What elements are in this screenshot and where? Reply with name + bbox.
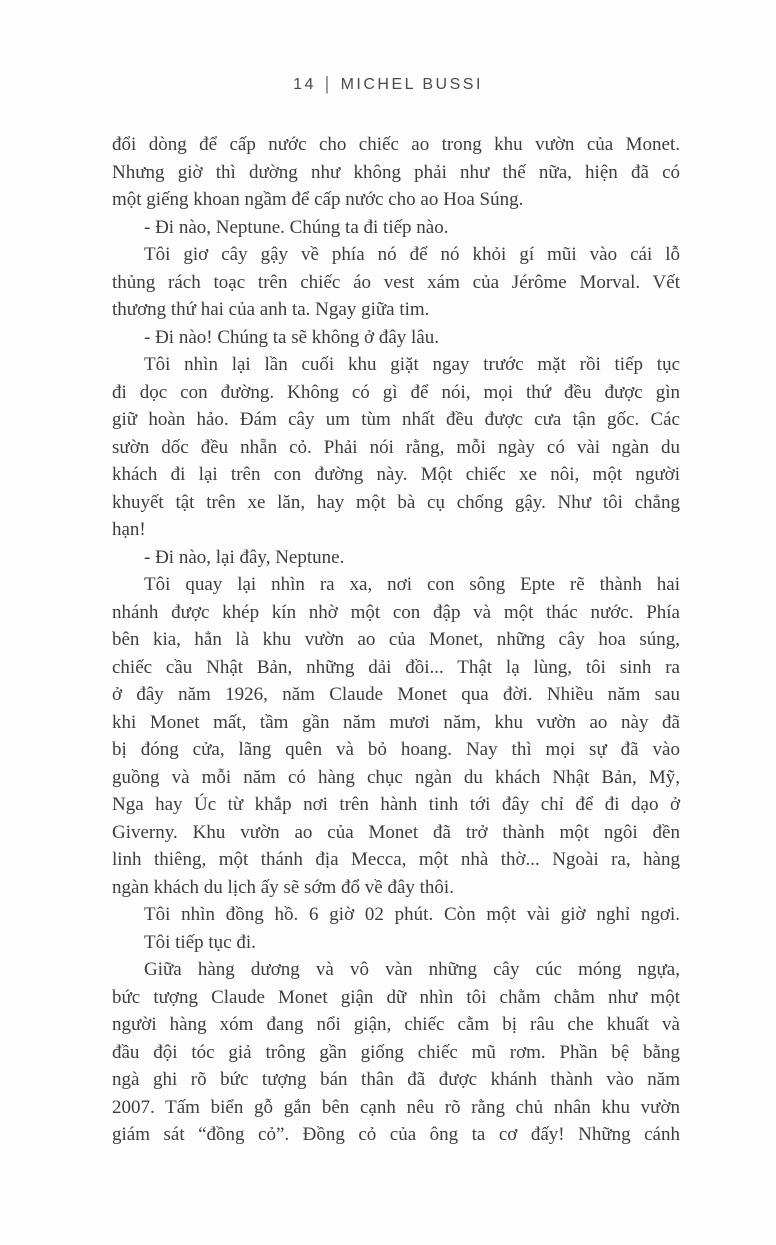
text-line: giữ hoàn hảo. Đám cây um tùm nhất đều được cưa tận gốc. Các (112, 409, 680, 430)
text-line: Nga hay Úc từ khắp nơi trên hành tinh tới đây chỉ để đi dạo ở (112, 794, 680, 815)
text-line: Nhưng giờ thì dường như không phải như thế nữa, hiện đã có (112, 161, 680, 183)
text-line: linh thiêng, một thánh địa Mecca, một nhà thờ... Ngoài ra, hàng (112, 849, 680, 870)
text-line: Tôi quay lại nhìn ra xa, nơi con sông Epte rẽ thành hai (144, 574, 680, 595)
text-line: Giữa hàng dương và vô vàn những cây cúc móng ngựa, (144, 959, 680, 980)
text-line: một giếng khoan ngầm để cấp nước cho ao Hoa Súng. (112, 189, 524, 210)
text-line: giám sát “đồng cỏ”. Đồng cỏ của ông ta cơ đấy! Những cánh (112, 1124, 680, 1145)
page-body (112, 131, 680, 1149)
text-line: bức tượng Claude Monet giận dữ nhìn tôi chằm chằm như một (112, 986, 680, 1008)
page-header (0, 76, 776, 94)
paragraph (112, 241, 680, 324)
running-title: MICHEL BUSSI (340, 76, 483, 93)
text-line: khi Monet mất, tầm gần năm mươi năm, khu vườn ao này đã (112, 711, 680, 733)
paragraph (112, 956, 680, 1149)
paragraph (112, 131, 680, 214)
text-line: đi dọc con đường. Không có gì để nói, mọi thứ đều được gìn (112, 381, 680, 403)
text-line: thủng rách toạc trên chiếc áo vest xám của Jérôme Morval. Vết (112, 271, 680, 293)
text-line: nhánh được khép kín nhờ một con đập và một thác nước. Phía (112, 601, 680, 623)
text-line: sườn dốc đều nhẵn cỏ. Phải nói rằng, mỗi ngày có vài ngàn du (112, 436, 680, 458)
paragraph (112, 571, 680, 901)
text-line: ngàn khách du lịch ấy sẽ sớm đổ về đây thôi. (112, 876, 454, 898)
text-line: ở đây năm 1926, năm Claude Monet qua đời. Nhiều năm sau (112, 684, 680, 705)
text-line: guồng và mỗi năm có hàng chục ngàn du khách Nhật Bản, Mỹ, (112, 766, 680, 788)
text-line: đổi dòng để cấp nước cho chiếc ao trong khu vườn của Monet. (112, 134, 680, 155)
paragraph (112, 929, 680, 957)
paragraph (112, 544, 680, 572)
paragraph (112, 214, 680, 242)
text-line: khuyết tật trên xe lăn, hay một bà cụ chống gậy. Như tôi chẳng (112, 491, 680, 513)
text-line: Giverny. Khu vườn ao của Monet đã trở thành một ngôi đền (112, 821, 680, 843)
text-line: bên kia, hẳn là khu vườn ao của Monet, những cây hoa súng, (112, 629, 680, 650)
text-line: Tôi nhìn lại lần cuối khu giặt ngay trước mặt rồi tiếp tục (144, 354, 680, 375)
text-line: ngà ghi rõ bức tượng bán thân đã được khánh thành vào năm (112, 1069, 680, 1090)
text-line: chiếc cầu Nhật Bản, những dải đồi... Thật lạ lùng, tôi sinh ra (112, 656, 680, 678)
header-separator: | (324, 74, 332, 95)
paragraph (112, 901, 680, 929)
paragraph (112, 324, 680, 352)
text-line: Tôi nhìn đồng hồ. 6 giờ 02 phút. Còn một vài giờ nghỉ ngơi. (144, 904, 680, 925)
text-line: - Đi nào, lại đây, Neptune. (144, 546, 345, 568)
text-line: 2007. Tấm biển gỗ gắn bên cạnh nêu rõ rằng chủ nhân khu vườn (112, 1096, 680, 1118)
text-line: người hàng xóm đang nổi giận, chiếc cằm bị râu che khuất và (112, 1014, 680, 1035)
text-line: Tôi giơ cây gậy về phía nó để nó khỏi gí mũi vào cái lỗ (144, 244, 680, 265)
text-line: Tôi tiếp tục đi. (144, 931, 256, 953)
text-line: đầu đội tóc giả trông gần giống chiếc mũ rơm. Phần bệ bằng (112, 1041, 680, 1063)
text-line: hạn! (112, 519, 146, 540)
text-line: khách đi lại trên con đường này. Một chiếc xe nôi, một người (112, 464, 680, 485)
text-line: - Đi nào! Chúng ta sẽ không ở đây lâu. (144, 326, 439, 348)
text-line: bị đóng cửa, lãng quên và bỏ hoang. Nay thì mọi sự đã vào (112, 739, 680, 760)
text-line: - Đi nào, Neptune. Chúng ta đi tiếp nào. (144, 216, 449, 238)
text-line: thương thứ hai của anh ta. Ngay giữa tim. (112, 299, 430, 320)
page-number: 14 (293, 76, 316, 93)
paragraph (112, 351, 680, 544)
